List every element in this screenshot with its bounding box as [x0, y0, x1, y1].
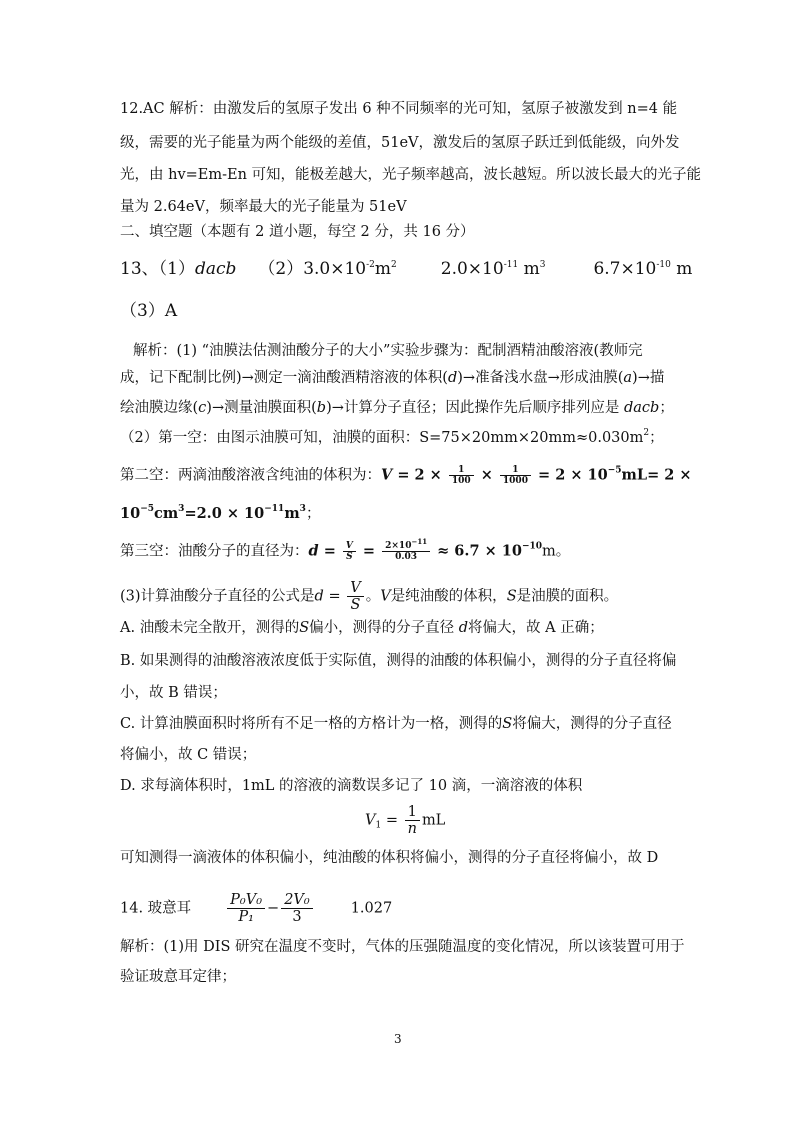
q14-exp-1: 解析：(1)用 DIS 研究在温度不变时，气体的压强随温度的变化情况，所以该装置可用于 [120, 939, 685, 955]
q13-exp-2b: 第二空：两滴油酸溶液含纯油的体积为：V = 2 × $\frac{1}{100}$ × $\frac{1}{1000}$ = $2 \times 10^{-5}mL= 2$ × [120, 465, 692, 486]
fraction-v-over-s: $\frac{V}{S}$ [343, 541, 356, 562]
q14-value: 1.027 [350, 900, 393, 917]
q13-label: 13、（1） [120, 259, 195, 279]
q13-a4: $6.7\times 10^{-10}$ m [593, 259, 693, 279]
fraction-1-100: $\frac{1}{100}$ [449, 465, 474, 486]
q12-line-4: 量为 2.64eV，频率最大的光子能量为 51eV [120, 199, 407, 215]
option-b-line-1: B. 如果测得的油酸溶液浓度低于实际值，测得的油酸的体积偏小，测得的分子直径将偏 [120, 653, 677, 669]
q12-line-3: 光，由 hv=Em-En 可知，能极差越大，光子频率越高，波长越短。所以波长最大的光子能 [120, 167, 702, 183]
fraction-1-1000: $\frac{1}{1000}$ [500, 465, 531, 486]
q12-line-2: 级，需要的光子能量为两个能级的差值，51eV，激发后的氢原子跃迁到低能级，向外发 [120, 135, 680, 151]
q13-exp-2a: （2）第一空：由图示油膜可知，油膜的面积：$S=75\times 20mm\times 20mm\approx 0.030m^2$； [120, 428, 664, 446]
option-d-line-1: D. 求每滴体积时，1mL 的溶液的滴数误多记了 10 滴，一滴溶液的体积 [120, 778, 583, 794]
fraction-p0v0-over-p1: $\frac{\text{P₀V₀}}{\text{P₁}}$ [227, 892, 265, 925]
q13-a2: $3.0\times 10^{-2}m^2$ [303, 259, 397, 279]
fraction-2v0-over-3: $\frac{\text{2V₀}}{3}$ [281, 892, 313, 925]
q14-label: 14. 玻意耳 [120, 900, 192, 917]
q13-exp-2c: $10^{-5}cm^3=2.0 \times 10^{-11}m^3$； [120, 504, 321, 522]
fraction-1-over-n: $\frac{1}{n}$ [405, 804, 420, 837]
q13-exp-1b: 成，记下配制比例)→测定一滴油酸酒精溶液的体积(d)→准备浅水盘→形成油膜(a)→描 [120, 370, 665, 386]
q14-answer: 14. 玻意耳 $\frac{\text{P₀V₀}}{\text{P₁}}$ − $\frac{\text{2V₀}}{3}$ 1.027 [120, 892, 393, 925]
page-number: 3 [394, 1032, 402, 1046]
q13-part2: （2） [258, 259, 304, 279]
q13-exp-1a: 解析：(1) “油膜法估测油酸分子的大小”实验步骤为：配制酒精油酸溶液(教师完 [133, 343, 643, 359]
option-a: A. 油酸未完全散开，测得的S偏小，测得的分子直径 d将偏大，故 A 正确； [120, 620, 604, 636]
fraction-volume-over-area: $\frac{2\times 10^{-11}}{0.03}$ [382, 541, 430, 562]
q13-exp-3b: (3)计算油酸分子直径的公式是d = $\frac{V}{S}$ 。V是纯油酸的体积，S是油膜的面积。 [120, 580, 619, 613]
q14-exp-2: 验证玻意耳定律； [120, 969, 236, 985]
option-b-line-2: 小，故 B 错误； [120, 685, 227, 701]
q13-exp-1c: 绘油膜边缘(c)→测量油膜面积(b)→计算分子直径；因此操作先后顺序排列应是 dacb； [120, 400, 674, 416]
option-c-line-1: C. 计算油膜面积时将所有不足一格的方格计为一格，测得的S将偏大，测得的分子直径 [120, 716, 672, 732]
q13-part3: （3）A [120, 301, 178, 321]
q12-line-1: 12.AC 解析：由激发后的氢原子发出 6 种不同频率的光可知，氢原子被激发到 n=4 能 [120, 101, 678, 117]
formula-v1: $V_1$ = $\frac{1}{n}$ mL [365, 804, 446, 837]
option-d-line-2: 可知测得一滴液体的体积偏小，纯油酸的体积将偏小，测得的分子直径将偏小，故 D [120, 850, 659, 866]
q13-answers [120, 259, 692, 279]
section-2-title: 二、填空题（本题有 2 道小题，每空 2 分，共 16 分） [120, 224, 475, 240]
q13-ans1: dacb [194, 259, 237, 279]
q13-exp-3a: 第三空：油酸分子的直径为：d = $\frac{V}{S}$ = $\frac{2\times 10^{-11}}{0.03}$ ≈ $6.7 \times 10^{-10}m$。 [120, 537, 571, 562]
fraction-v-over-s-2: $\frac{V}{S}$ [347, 580, 363, 613]
q13-a3: $2.0\times 10^{-11}$ $m^3$ [440, 259, 546, 279]
option-c-line-2: 将偏小，故 C 错误； [120, 747, 257, 763]
